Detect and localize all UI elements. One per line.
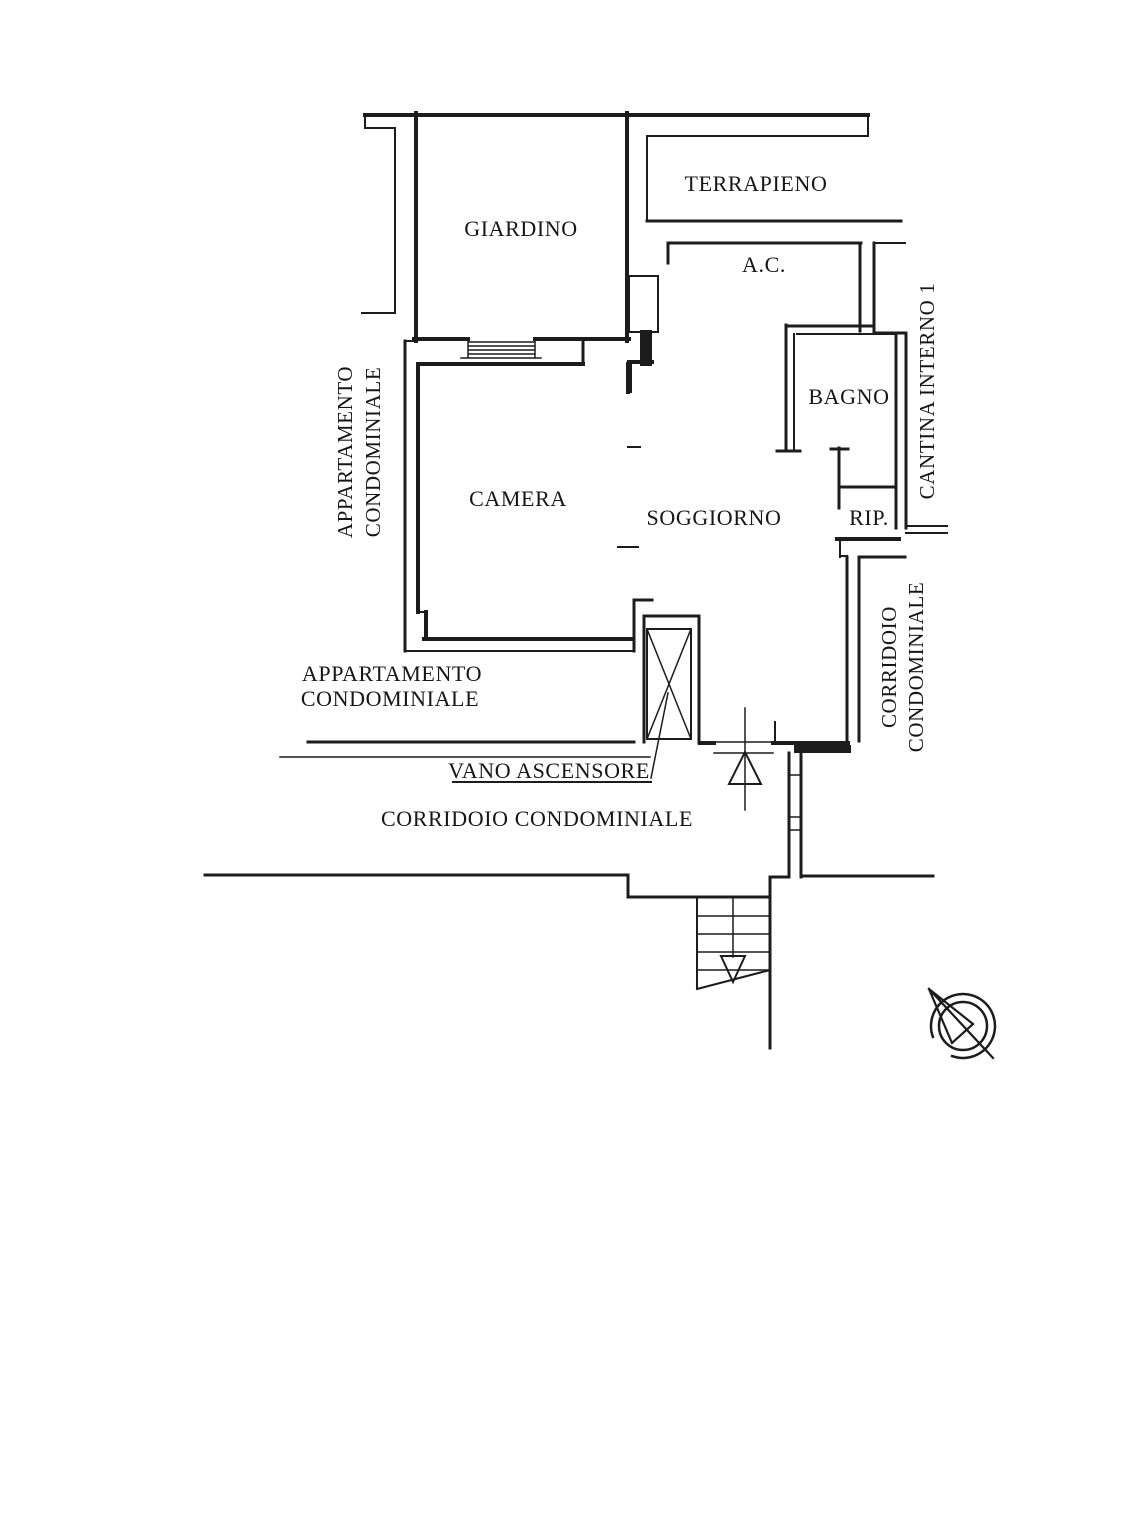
label-appartamento-line2: CONDOMINIALE	[300, 686, 480, 711]
label-appartamento-line1: APPARTAMENTO	[301, 661, 483, 686]
label-corridoio-vertical-line1: CORRIDOIO	[876, 605, 901, 729]
walls	[205, 113, 947, 1048]
room-label-soggiorno: SOGGIORNO	[646, 505, 782, 530]
label-corridoio-condominiale: CORRIDOIO CONDOMINIALE	[380, 806, 694, 831]
label-appartamento-vertical-line1: APPARTAMENTO	[332, 365, 357, 539]
room-label-giardino: GIARDINO	[464, 216, 578, 241]
label-vano-ascensore: VANO ASCENSORE	[448, 758, 650, 783]
label-appartamento-vertical-line2: CONDOMINIALE	[360, 366, 385, 538]
room-label-terrapieno: TERRAPIENO	[684, 171, 828, 196]
staircase-symbol	[697, 897, 770, 982]
room-label-bagno: BAGNO	[808, 384, 890, 409]
room-label-ac: A.C.	[742, 252, 786, 277]
room-label-rip: RIP.	[849, 505, 889, 530]
entrance-arrow-icon	[729, 708, 761, 810]
wall-chunk	[794, 745, 851, 753]
north-arrow-icon	[929, 989, 995, 1058]
room-label-cantina-interno: CANTINA INTERNO 1	[914, 282, 939, 500]
label-corridoio-vertical-line2: CONDOMINIALE	[903, 581, 928, 753]
room-label-camera: CAMERA	[469, 486, 567, 511]
elevator-shaft-symbol	[647, 629, 691, 778]
wall-pier	[629, 276, 658, 332]
annotation-labels	[301, 366, 928, 831]
wall-chunk	[640, 330, 652, 366]
